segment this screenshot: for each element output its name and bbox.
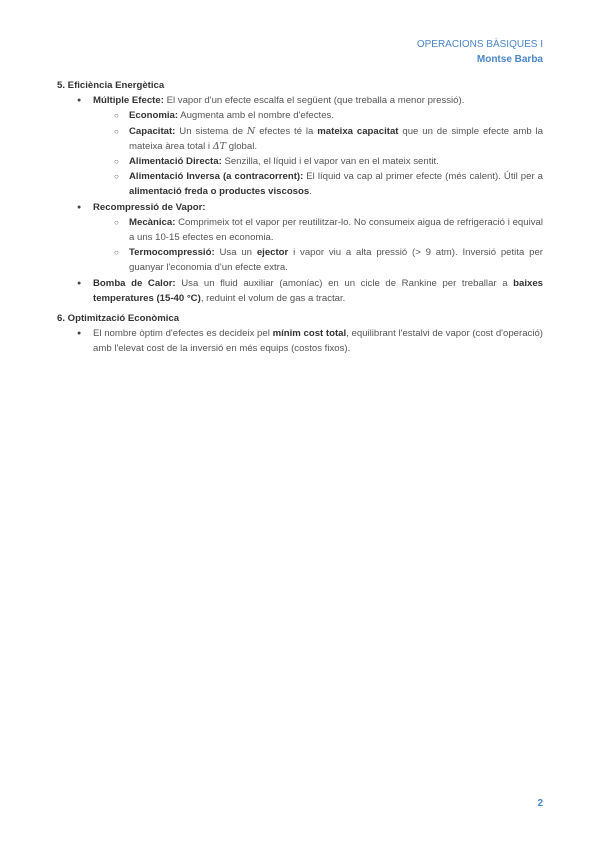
inversa-text-1: El líquid va cap al primer efecte (més calent). Útil per a: [303, 171, 543, 183]
optim-text-2: , equilibrant l'estalvi de vapor (cost d'operació) amb l'elevat cost de la inversió en més equips (costos fixos).: [93, 328, 543, 355]
list-item-economia: [93, 108, 543, 123]
multiple-efecte-label: Múltiple Efecte:: [93, 95, 164, 107]
multiple-efecte-sublist: [93, 108, 543, 199]
list-item-termocompressio: [93, 245, 543, 275]
list-item-multiple-efecte: [57, 93, 543, 199]
capacitat-delta-symbol: ΔT: [212, 140, 227, 152]
capacitat-label: Capacitat:: [129, 125, 176, 137]
page-header: [417, 37, 543, 67]
inversa-label: Alimentació Inversa (a contracorrent):: [129, 171, 304, 183]
header-title: OPERACIONS BÀSIQUES I: [416, 39, 543, 50]
document-body: [57, 78, 543, 357]
bomba-text-1: Usa un fluid auxiliar (amoníac) en un cicle de Rankine per treballar a: [175, 277, 514, 289]
inversa-bold: alimentació freda o productes viscosos: [129, 186, 310, 198]
section-6-list: [57, 326, 543, 356]
economia-label: Economia:: [129, 110, 179, 122]
termo-text-1: Usa un: [214, 247, 257, 259]
list-item-recompressio: [57, 200, 543, 276]
header-author: Montse Barba: [476, 54, 543, 65]
recompressio-label: Recompressió de Vapor:: [93, 201, 206, 213]
bomba-bold: baixes temperatures (15-40 °C): [93, 277, 543, 304]
termo-bold: ejector: [256, 247, 289, 259]
list-item-optim: [57, 326, 543, 356]
bomba-text-2: , reduint el volum de gas a tractar.: [200, 292, 346, 304]
list-item-directa: [93, 154, 543, 169]
capacitat-text-3: que un de simple efecte amb la mateixa àrea total i: [129, 125, 544, 152]
capacitat-n-symbol: N: [246, 125, 256, 137]
section-6-title: 6. Optimització Econòmica: [57, 313, 180, 325]
capacitat-text-2: efectes té la: [255, 125, 318, 137]
capacitat-text-4: global.: [226, 140, 257, 152]
optim-bold: mínim cost total: [272, 328, 347, 340]
list-item-inversa: [93, 169, 543, 199]
recompressio-sublist: [93, 215, 543, 276]
list-item-bomba-calor: [57, 276, 543, 306]
termo-label: Termocompressió:: [129, 247, 215, 259]
termo-text-2: i vapor viu a alta pressió (> 9 atm). Inversió petita per guanyar l'economia d'un efecte extra.: [129, 247, 543, 274]
section-5-title: 5. Eficiència Energètica: [57, 80, 165, 91]
directa-text: Senzilla, el líquid i el vapor van en el mateix sentit.: [221, 156, 439, 168]
page-number: 2: [537, 798, 543, 809]
directa-label: Alimentació Directa:: [129, 156, 222, 168]
capacitat-bold: mateixa capacitat: [317, 125, 399, 137]
section-5-list: [57, 93, 543, 306]
economia-text: Augmenta amb el nombre d'efectes.: [178, 110, 335, 122]
list-item-capacitat: [93, 124, 543, 154]
optim-text-1: El nombre òptim d'efectes es decideix pel: [93, 328, 273, 340]
capacitat-text-1: Un sistema de: [175, 125, 247, 137]
mecanica-text: Comprimeix tot el vapor per reutilitzar-lo. No consumeix aigua de refrigeració i equival a uns 10-15 efectes en economia.: [129, 216, 543, 244]
bomba-label: Bomba de Calor:: [93, 277, 176, 289]
inversa-text-2: .: [309, 186, 312, 198]
multiple-efecte-text: El vapor d'un efecte escalfa el següent (que treballa a menor pressió).: [163, 95, 465, 107]
list-item-mecanica: [93, 215, 543, 245]
mecanica-label: Mecànica:: [129, 216, 176, 228]
